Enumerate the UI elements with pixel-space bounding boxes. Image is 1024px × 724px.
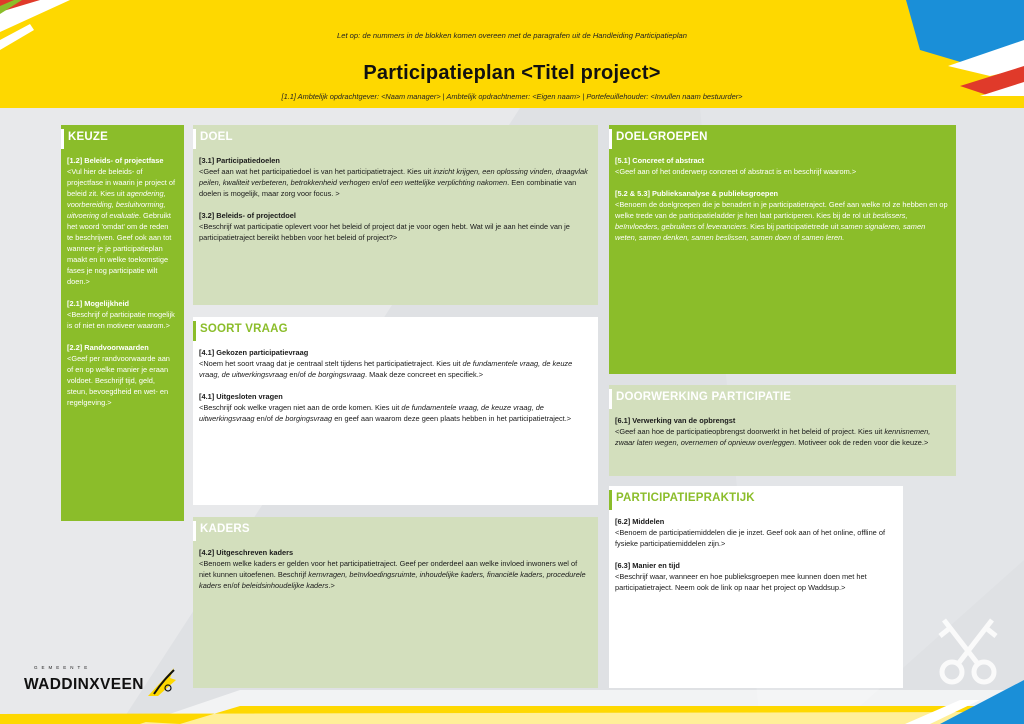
keys-watermark-icon: [922, 610, 1012, 690]
doorwerking-s1-text: <Geef aan hoe de participatieopbrengst doorwerkt in het beleid of project. Kies uit: [615, 427, 885, 436]
card-doelgroepen-title: DOELGROEPEN: [609, 125, 956, 149]
page-subtitle: [1.1] Ambtelijk opdrachtgever: <Naam manager> | Ambtelijk opdrachtnemer: <Eigen naam> | Portefeuillehouder: <Invullen naam bestuurder>: [281, 92, 743, 101]
card-kaders: [193, 517, 598, 688]
card-doorwerking-title: DOORWERKING PARTICIPATIE: [609, 385, 956, 409]
soort-s2-text: <Beschrijf ook welke vragen niet aan de orde komen. Kies uit: [199, 403, 402, 412]
keuze-s1-text-3: . Gebruikt het woord 'omdat' om de reden te beschrijven. Geef ook aan tot wanneer je je participatieplan maakt en in welke toekomstige fases je nog participatie wilt doen.>: [67, 211, 172, 286]
keuze-s1-text: <Vul hier de beleids- of projectfase in waarin je project of beleid zit. Kies uit: [67, 167, 176, 198]
card-doorwerking: [609, 385, 956, 476]
doelgroepen-s2-steps: samen signaleren, samen weten, samen denken, samen beslissen, samen doen: [615, 222, 926, 242]
doelgroepen-s2-roles: beslissers, beïnvloeders, gebruikers: [615, 211, 908, 231]
praktijk-s1-text: <Benoem de participatiemiddelen die je inzet. Geef ook aan of het online, offline of fysieke participatiemiddelen zijn.>: [615, 528, 886, 548]
logo-waddinxveen: WADDINXVEEN: [24, 676, 144, 693]
praktijk-s2-heading: [6.3] Manier en tijd: [615, 561, 680, 570]
soort-s1-options: de fundamentele vraag, de keuze vraag, de uitwerkingsvraag: [199, 359, 573, 379]
keuze-s1-heading: [1.2] Beleids- of projectfase: [67, 156, 164, 165]
card-doel-title: DOEL: [193, 125, 598, 149]
card-soort-vraag: [193, 317, 598, 505]
logo-swoosh-icon: [148, 668, 176, 696]
doel-s1-option-last: een wettelijke verplichting nakomen: [390, 178, 508, 187]
soort-s1-heading: [4.1] Gekozen participatievraag: [199, 348, 309, 357]
doelgroepen-s2-text-4: of: [791, 233, 802, 242]
card-doelgroepen: [609, 125, 956, 374]
keuze-s3-text: <Geef per randvoorwaarde aan of en op welke manier je eraan voldoet. Beschrijf tijd, geld, steun, bevoegdheid en wet- en regelgeving.>: [67, 354, 170, 407]
soort-s1-text-3: . Maak deze concreet en specifiek.>: [365, 370, 484, 379]
keuze-s1-option-last: evaluatie: [109, 211, 139, 220]
kaders-s1-option-last: beleidsinhoudelijke kaders: [241, 581, 329, 590]
kaders-s1-text-2: en/of: [221, 581, 242, 590]
keuze-s1-options: agendering, voorbereiding, besluitvorming, uitvoering: [67, 189, 166, 220]
card-soort-vraag-title: SOORT VRAAG: [193, 317, 598, 341]
keuze-s2-text: <Beschrijf of participatie mogelijk is of niet en motiveer waarom.>: [67, 310, 175, 330]
doel-s1-options: inzicht krijgen, een oplossing vinden, draagvlak peilen, kwaliteit verbeteren, betrokkenheid verhogen: [199, 167, 588, 187]
soort-s2-text-3: en geef aan waarom deze geen plaats hebben in het participatietraject.>: [332, 414, 572, 423]
doelgroepen-s2-text-3: . Kies bij participatietrede uit: [746, 222, 841, 231]
doorwerking-s1-heading: [6.1] Verwerking van de opbrengst: [615, 416, 736, 425]
card-doel: [193, 125, 598, 305]
keuze-s2-heading: [2.1] Mogelijkheid: [67, 299, 130, 308]
doel-s2-heading: [3.2] Beleids- of projectdoel: [199, 211, 296, 220]
doelgroepen-s2-step-last: samen leren.: [801, 233, 845, 242]
card-keuze: [61, 125, 184, 521]
doelgroepen-s1-text: <Geef aan of het onderwerp concreet of abstract is en beschrijf waarom.>: [615, 167, 857, 176]
doelgroepen-s2-text-2: of: [695, 222, 707, 231]
keuze-s1-text-2: of: [99, 211, 110, 220]
soort-s2-heading: [4.1] Uitgesloten vragen: [199, 392, 283, 401]
doorwerking-s1-text-2: . Motiveer ook de reden voor die keuze.>: [794, 438, 929, 447]
doel-s2-text: <Beschrijf wat participatie oplevert voor het beleid of project dat je voor ogen hebt. Wat wil je aan het einde van je participatietraject bereikt hebben voor het beleid of project?>: [199, 222, 570, 242]
praktijk-s2-text: <Beschrijf waar, wanneer en hoe publieksgroepen mee kunnen doen met het participatietraject. Neem ook de link op naar het project op Waddsup.>: [615, 572, 867, 592]
page-title: Participatieplan <Titel project>: [363, 62, 661, 84]
doel-s1-heading: [3.1] Participatiedoelen: [199, 156, 280, 165]
kaders-s1-text-3: .>: [328, 581, 335, 590]
logo-gemeente: GEMEENTE: [34, 665, 92, 670]
doelgroepen-s2-heading: [5.2 & 5.3] Publieksanalyse & publieksgroepen: [615, 189, 779, 198]
doel-s1-text-3: . Een combinatie van doelen is mogelijk, maar zorg voor focus. >: [199, 178, 577, 198]
soort-s2-option-last: de borgingsvraag: [275, 414, 333, 423]
card-participatiepraktijk: [609, 486, 903, 688]
doel-s1-text: <Geef aan wat het participatiedoel is van het participatietraject. Kies uit: [199, 167, 434, 176]
doelgroepen-s1-heading: [5.1] Concreet of abstract: [615, 156, 705, 165]
kaders-s1-text: <Benoem welke kaders er gelden voor het participatietraject. Geef per onderdeel aan welke invloed inwoners wel of niet kunnen uitoefenen. Beschrijf: [199, 559, 578, 579]
doorwerking-s1-options: kennisnemen, zwaar laten wegen, overnemen of opnieuw overleggen: [615, 427, 931, 447]
soort-s2-options: de fundamentele vraag, de keuze vraag, de uitwerkingsvraag: [199, 403, 544, 423]
soort-s1-text: <Noem het soort vraag dat je centraal stelt tijdens het participatietraject. Kies uit: [199, 359, 463, 368]
doelgroepen-s2-text: <Benoem de doelgroepen die je benadert in je participatietraject. Geef aan welke rol ze hebben en op welke trede van de participatieladder je hen laat participeren. Kies bij de rol uit: [615, 200, 948, 220]
header-note: Let op: de nummers in de blokken komen overeen met de paragrafen uit de Handleiding Participatieplan: [337, 31, 687, 40]
kaders-s1-heading: [4.2] Uitgeschreven kaders: [199, 548, 294, 557]
kaders-s1-options: kernvragen, beïnvloedingsruimte, inhoudelijke kaders, financiële kaders, procedurele kaders: [199, 570, 586, 590]
doelgroepen-s2-role-last: leveranciers: [706, 222, 747, 231]
keuze-s3-heading: [2.2] Randvoorwaarden: [67, 343, 149, 352]
doel-s1-text-2: en/of: [369, 178, 391, 187]
soort-s2-text-2: en/of: [254, 414, 276, 423]
card-participatiepraktijk-title: PARTICIPATIEPRAKTIJK: [609, 486, 903, 510]
card-kaders-title: KADERS: [193, 517, 598, 541]
card-keuze-title: KEUZE: [61, 125, 184, 149]
soort-s1-option-last: de borgingsvraag: [307, 370, 365, 379]
praktijk-s1-heading: [6.2] Middelen: [615, 517, 665, 526]
soort-s1-text-2: en/of: [287, 370, 308, 379]
